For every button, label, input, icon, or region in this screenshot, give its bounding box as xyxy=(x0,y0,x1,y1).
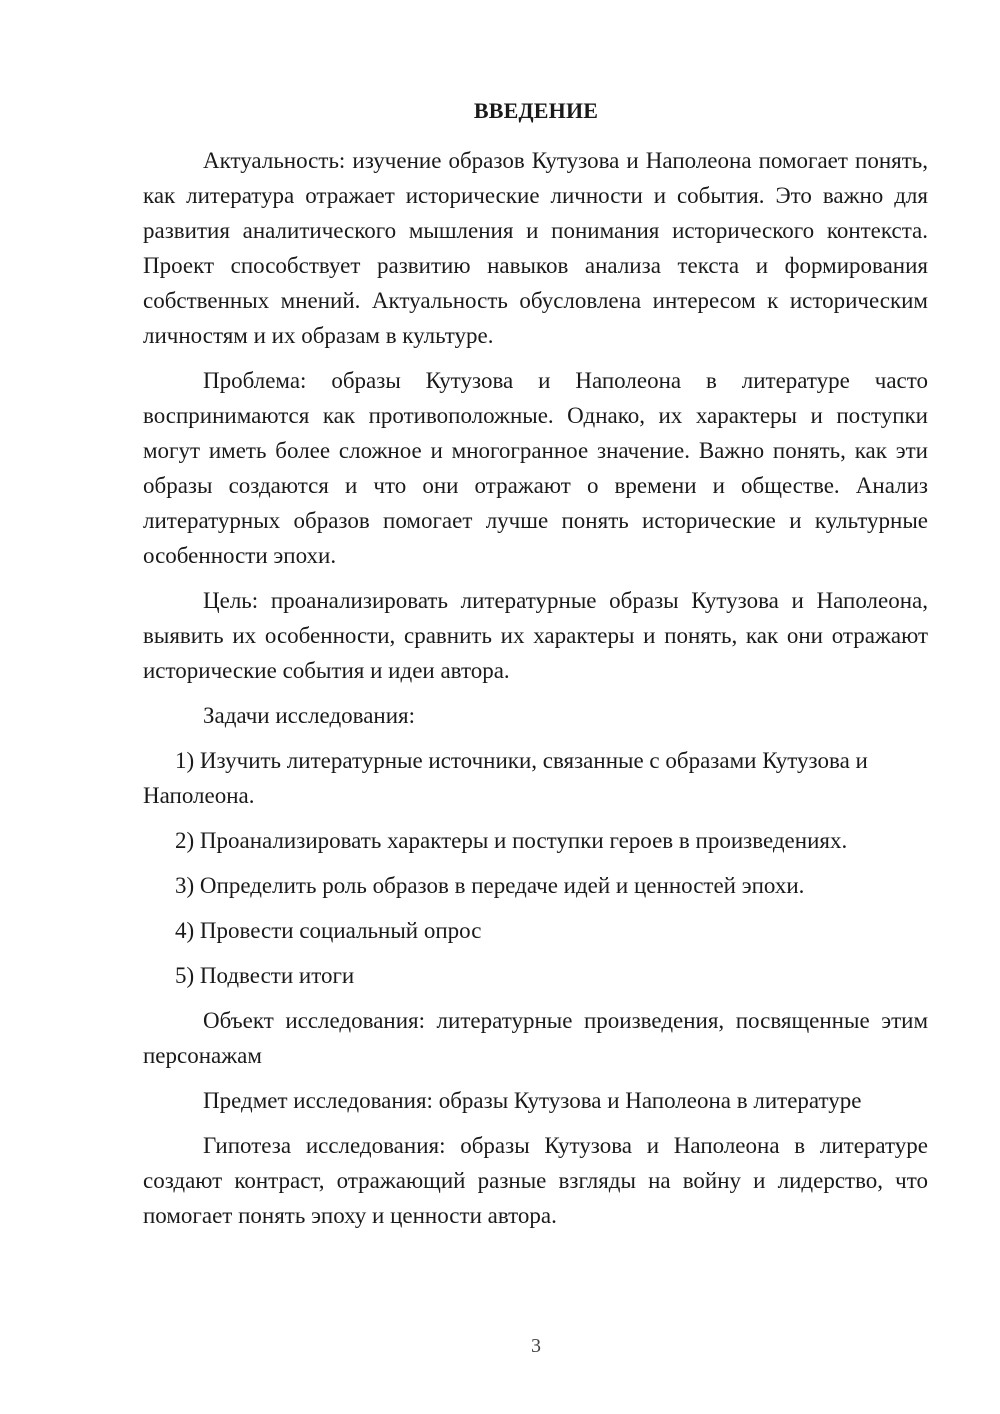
tasks-heading: Задачи исследования: xyxy=(203,703,416,728)
object-paragraph: Объект исследования: литературные произведения, посвященные этим персонажам xyxy=(143,1008,928,1068)
task-item: 3) Определить роль образов в передаче идей и ценностей эпохи. xyxy=(175,873,805,898)
task-item: 4) Провести социальный опрос xyxy=(175,918,482,943)
page-number: 3 xyxy=(531,1335,541,1357)
relevance-paragraph: Актуальность: изучение образов Кутузова и Наполеона помогает понять, как литература отражает исторические личности и события. Это важно для развития аналитического мышления и понимания исторического контекста. Проект способствует развитию навыков анализа текста и формирования собственных мнений. Актуальность обусловлена интересом к историческим личностям и их образам в культуре. xyxy=(143,148,928,348)
section-title: ВВЕДЕНИЕ xyxy=(473,98,599,123)
goal-paragraph: Цель: проанализировать литературные образы Кутузова и Наполеона, выявить их особенности, сравнить их характеры и понять, как они отражают исторические события и идеи автора. xyxy=(143,588,928,683)
subject-paragraph: Предмет исследования: образы Кутузова и Наполеона в литературе xyxy=(203,1088,862,1113)
document-body xyxy=(143,143,928,1243)
task-item: 2) Проанализировать характеры и поступки героев в произведениях. xyxy=(175,828,848,853)
hypothesis-paragraph: Гипотеза исследования: образы Кутузова и Наполеона в литературе создают контраст, отражающий разные взгляды на войну и лидерство, что помогает понять эпоху и ценности автора. xyxy=(143,1133,928,1228)
problem-paragraph: Проблема: образы Кутузова и Наполеона в литературе часто воспринимаются как противоположные. Однако, их характеры и поступки могут иметь более сложное и многогранное значение. Важно понять, как эти образы создаются и что они отражают о времени и обществе. Анализ литературных образов помогает лучше понять исторические и культурные особенности эпохи. xyxy=(143,368,928,568)
task-item: 1) Изучить литературные источники, связанные с образами Кутузова и Наполеона. xyxy=(143,748,868,808)
task-item: 5) Подвести итоги xyxy=(175,963,355,988)
